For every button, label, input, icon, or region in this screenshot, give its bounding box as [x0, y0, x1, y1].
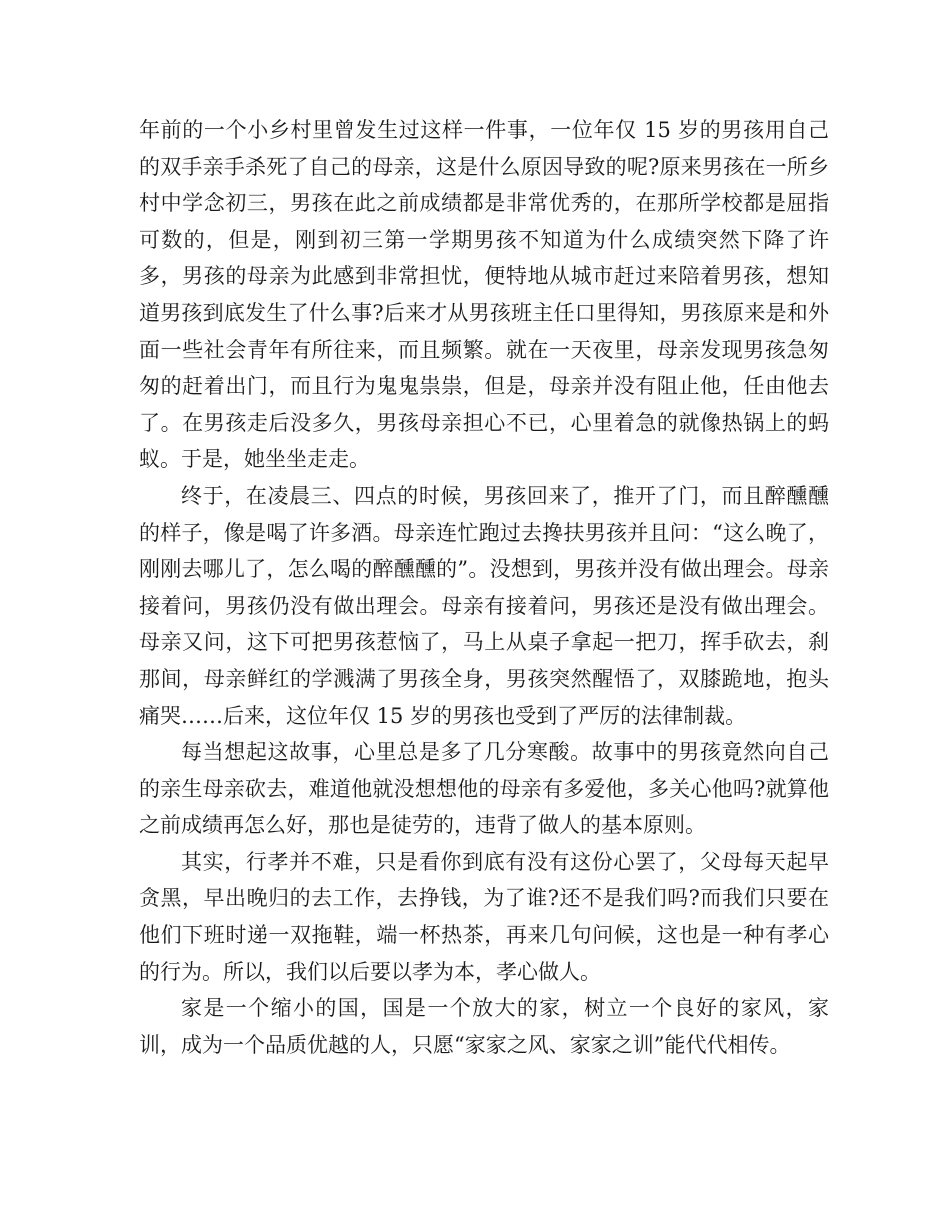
- document-body: [139, 112, 829, 1063]
- paragraph-1: 年前的一个小乡村里曾发生过这样一件事，一位年仅 15 岁的男孩用自己的双手亲手杀死了自己的母亲，这是什么原因导致的呢?原来男孩在一所乡村中学念初三，男孩在此之前成绩都是非常优秀的，在那所学校都是屈指可数的，但是，刚到初三第一学期男孩不知道为什么成绩突然下降了许多，男孩的母亲为此感到非常担忧，便特地从城市赶过来陪着男孩，想知道男孩到底发生了什么事?后来才从男孩班主任口里得知，男孩原来是和外面一些社会青年有所往来，而且频繁。就在一天夜里，母亲发现男孩急匆匆的赶着出门，而且行为鬼鬼祟祟，但是，母亲并没有阻止他，任由他去了。在男孩走后没多久，男孩母亲担心不已，心里着急的就像热锅上的蚂蚁。于是，她坐坐走走。: [139, 118, 829, 472]
- paragraph-2: 终于，在凌晨三、四点的时候，男孩回来了，推开了门，而且醉醺醺的样子，像是喝了许多酒。母亲连忙跑过去搀扶男孩并且问：“这么晚了，刚刚去哪儿了，怎么喝的醉醺醺的”。没想到，男孩并没有做出理会。母亲接着问，男孩仍没有做出理会。母亲有接着问，男孩还是没有做出理会。母亲又问，这下可把男孩惹恼了，马上从桌子拿起一把刀，挥手砍去，刹那间，母亲鲜红的学溅满了男孩全身，男孩突然醒悟了，双膝跪地，抱头痛哭……后来，这位年仅 15 岁的男孩也受到了严厉的法律制裁。: [139, 483, 829, 728]
- paragraph-5: 家是一个缩小的国，国是一个放大的家，树立一个良好的家风，家训，成为一个品质优越的人，只愿“家家之风、家家之训”能代代相传。: [139, 996, 829, 1057]
- paragraph-4: 其实，行孝并不难，只是看你到底有没有这份心罢了，父母每天起早贪黑，早出晚归的去工作，去挣钱，为了谁?还不是我们吗?而我们只要在他们下班时递一双拖鞋，端一杯热茶，再来几句问候，这也是一种有孝心的行为。所以，我们以后要以孝为本，孝心做人。: [139, 849, 829, 984]
- paragraph-3: 每当想起这故事，心里总是多了几分寒酸。故事中的男孩竟然向自己的亲生母亲砍去，难道他就没想想他的母亲有多爱他，多关心他吗?就算他之前成绩再怎么好，那也是徒劳的，违背了做人的基本原则。: [139, 740, 829, 838]
